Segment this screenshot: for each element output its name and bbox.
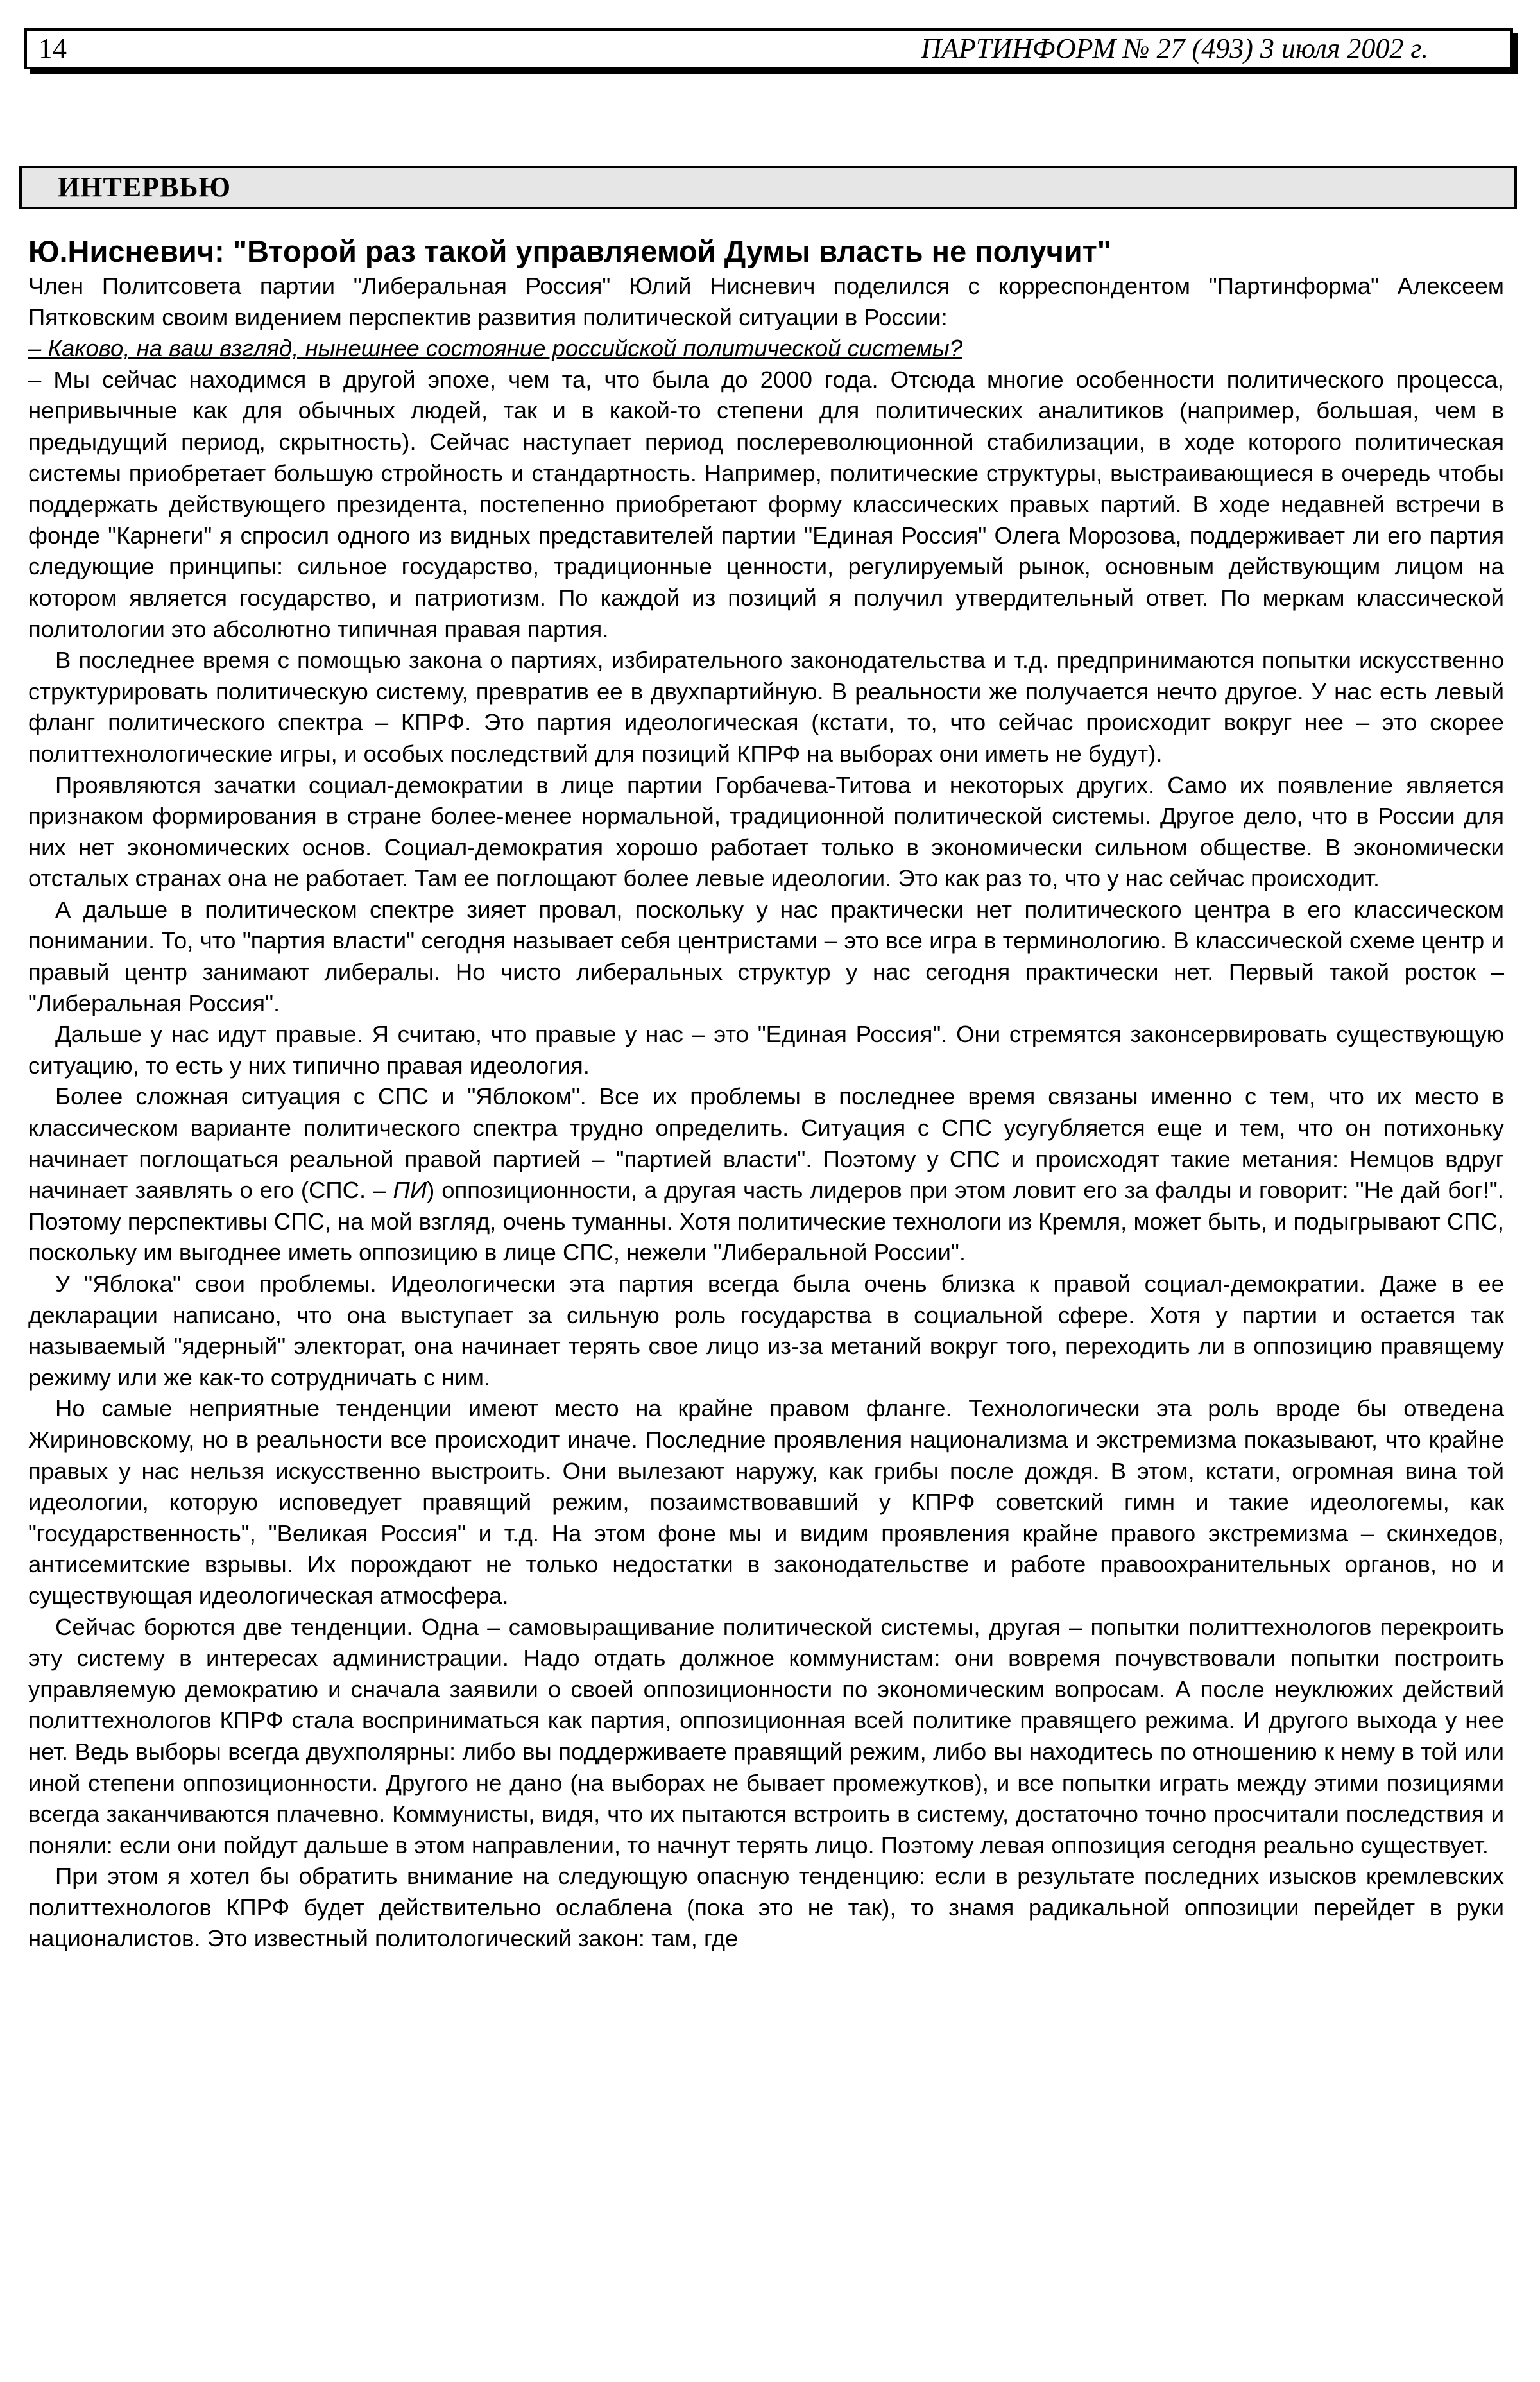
section-label: ИНТЕРВЬЮ bbox=[58, 171, 232, 203]
paragraph: В последнее время с помощью закона о партиях, избирательного законодательства и т.д. предпринимаются попытки искусственно структурировать политическую систему, превратив ее в двухпартийную. В реальности же получается нечто другое. У нас есть левый фланг политического спектра – КПРФ. Это партия идеологическая (кстати, то, что сейчас происходит вокруг нее – это скорее политтехнологические игры, и особых последствий для позиций КПРФ на выборах они иметь не будут). bbox=[28, 647, 1504, 767]
article bbox=[28, 232, 1504, 1955]
editor-note: ПИ bbox=[393, 1177, 427, 1204]
paragraph: Сейчас борются две тенденции. Одна – самовыращивание политической системы, другая – попытки политтехнологов перекроить эту систему в интересах администрации. Надо отдать должное коммунистам: они вовремя почувствовали попытки построить управляемую демократию и сначала заявили о своей оппозиционности по экономическим вопросам. А после неуклюжих действий политтехнологов КПРФ стала восприниматься как партия, оппозиционная всей политике правящего режима. И другого выхода у нее нет. Ведь выборы всегда двухполярны: либо вы поддерживаете правящий режим, либо вы находитесь по отношению к нему в той или иной степени оппозиционности. Другого не дано (на выборах не бывает промежутков), и все попытки играть между этими позициями всегда заканчиваются плачевно. Коммунисты, видя, что их пытаются встроить в систему, достаточно точно просчитали последствия и поняли: если они пойдут дальше в этом направлении, то начнут терять лицо. Поэтому левая оппозиция сегодня реально существует. bbox=[28, 1613, 1504, 1858]
paragraph-text: ) оппозиционности, а другая часть лидеров при этом ловит его за фалды и говорит: "Не дай бог!". Поэтому перспективы СПС, на мой взгляд, очень туманны. Хотя политические технологи из Кремля, может быть, и подыгрывают СПС, поскольку им выгоднее иметь оппозицию в лице СПС, нежели "Либеральной России". bbox=[28, 1177, 1504, 1266]
paragraph: При этом я хотел бы обратить внимание на следующую опасную тенденцию: если в результате последних изысков кремлевских политтехнологов КПРФ будет действительно ослаблена (пока это не так), то знамя радикальной оппозиции перейдет в руки националистов. Это известный политологический закон: там, где bbox=[28, 1863, 1504, 1952]
paragraph: – Мы сейчас находимся в другой эпохе, чем та, что была до 2000 года. Отсюда многие особенности политического процесса, непривычные как для обычных людей, так и в какой-то степени для политических аналитиков (например, большая, чем в предыдущий период, скрытность). Сейчас наступает период послереволюционной стабилизации, в ходе которого политическая системы приобретает большую стройность и стандартность. Например, политические структуры, выстраивающиеся в очередь чтобы поддержать действующего президента, постепенно приобретают форму классических правых партий. В ходе недавней встречи в фонде "Карнеги" я спросил одного из видных представителей партии "Единая Россия" Олега Морозова, поддерживает ли его партия следующие принципы: сильное государство, традиционные ценности, регулируемый рынок, основным действующим лицом на котором является государство, и патриотизм. По каждой из позиций я получил утвердительный ответ. По меркам классической политологии это абсолютно типичная правая партия. bbox=[28, 366, 1504, 642]
paragraph: А дальше в политическом спектре зияет провал, поскольку у нас практически нет политического центра в его классическом понимании. То, что "партия власти" сегодня называет себя центристами – это все игра в терминологию. В классической схеме центр и правый центр занимают либералы. Но чисто либеральных структур у нас сегодня практически нет. Первый такой росток – "Либеральная Россия". bbox=[28, 896, 1504, 1016]
interview-question: – Каково, на ваш взгляд, нынешнее состояние российской политической системы? bbox=[28, 335, 963, 362]
paragraph: Дальше у нас идут правые. Я считаю, что правые у нас – это "Единая Россия". Они стремятся законсервировать существующую ситуацию, то есть у них типично правая идеология. bbox=[28, 1021, 1504, 1079]
page-header bbox=[24, 28, 1513, 69]
paragraph: Но самые неприятные тенденции имеют место на крайне правом фланге. Технологически эта роль вроде бы отведена Жириновскому, но в реальности все происходит иначе. Последние проявления национализма и экстремизма показывают, что крайне правых у нас нельзя искусственно выстроить. Они вылезают наружу, как грибы после дождя. В этом, кстати, огромная вина той идеологии, которую исповедует правящий режим, позаимствовавший у КПРФ советский гимн и такие идеологемы, как "государственность", "Великая Россия" и т.д. На этом фоне мы и видим проявления крайне правого экстремизма – скинхедов, антисемитские взрывы. Их порождают не только недостатки в законодательстве и работе правоохранительных органов, но и существующая идеологическая атмосфера. bbox=[28, 1395, 1504, 1609]
paragraph bbox=[28, 1081, 1504, 1269]
article-lead: Член Политсовета партии "Либеральная Россия" Юлий Нисневич поделился с корреспондентом "Партинформа" Алексеем Пятковским своим видением перспектив развития политической ситуации в России: bbox=[28, 273, 1504, 330]
issue-info: ПАРТИНФОРМ № 27 (493) 3 июля 2002 г. bbox=[921, 33, 1428, 64]
paragraph: Проявляются зачатки социал-демократии в лице партии Горбачева-Титова и некоторых других. Само их появление является признаком формирования в стране более-менее нормальной, традиционной политической системы. Другое дело, что в России для них нет экономических основ. Социал-демократия хорошо работает только в экономически сильном обществе. В экономически отсталых странах она не работает. Там ее поглощают более левые идеологии. Это как раз то, что у нас сейчас происходит. bbox=[28, 771, 1504, 892]
paragraph: У "Яблока" свои проблемы. Идеологически эта партия всегда была очень близка к правой социал-демократии. Даже в ее декларации написано, что она выступает за сильную роль государства в социальной сфере. Хотя у партии и остается так называемый "ядерный" электорат, она начинает терять свое лицо из-за метаний вокруг того, переходить ли в оппозицию правящему режиму или же как-то сотрудничать с ним. bbox=[28, 1271, 1504, 1391]
section-bar bbox=[19, 166, 1517, 209]
article-headline: Ю.Нисневич: "Второй раз такой управляемой Думы власть не получит" bbox=[28, 234, 1112, 268]
paragraph-text: Более сложная ситуация с СПС и "Яблоком". Все их проблемы в последнее время связаны именно с тем, что их место в классическом варианте политического спектра трудно определить. Ситуация с СПС усугубляется еще и тем, что он потихоньку начинает поглощаться реальной правой партией – "партией власти". Поэтому у СПС и происходят такие метания: Немцов вдруг начинает заявлять о его (СПС. – bbox=[28, 1083, 1504, 1204]
page-number: 14 bbox=[38, 33, 67, 64]
